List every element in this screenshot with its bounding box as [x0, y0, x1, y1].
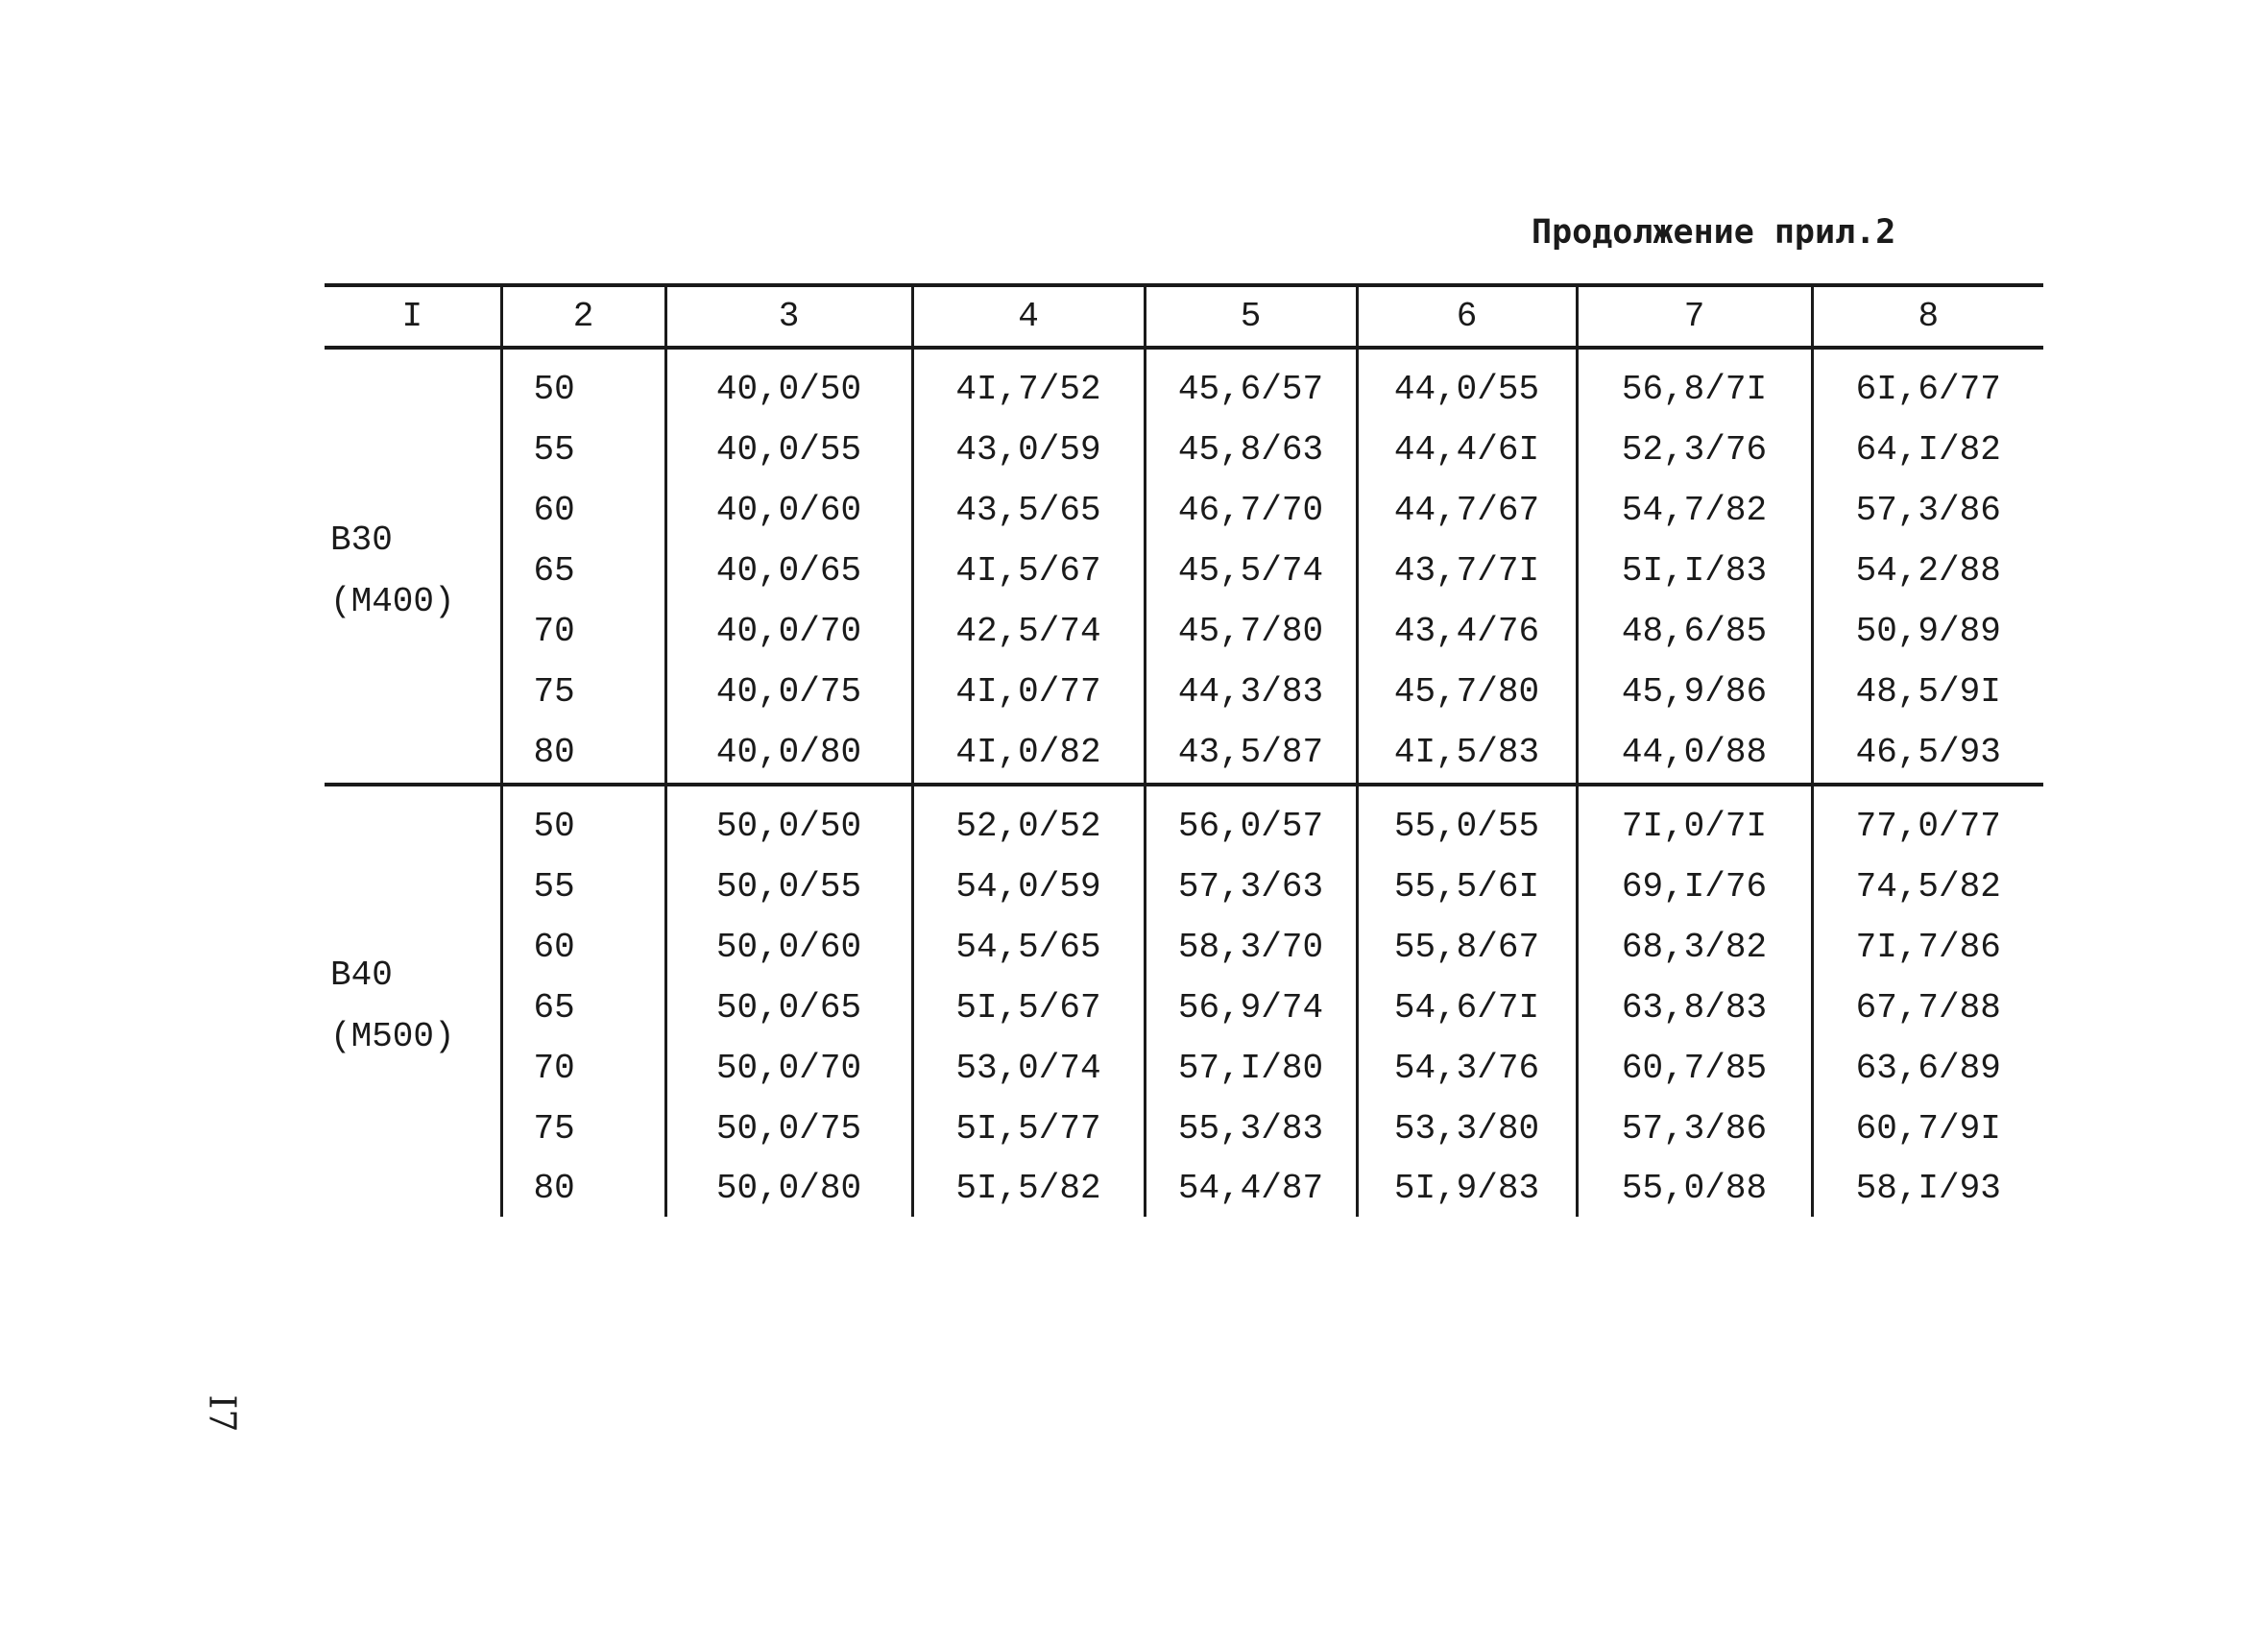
table-cell: 63,8/83	[1577, 978, 1812, 1038]
table-cell: 54,0/59	[912, 857, 1145, 917]
table-cell: 68,3/82	[1577, 917, 1812, 978]
table-cell: 74,5/82	[1812, 857, 2043, 917]
table-cell: 40,0/60	[665, 480, 912, 541]
table-cell: 44,0/88	[1577, 722, 1812, 785]
table-cell: 5I,5/67	[912, 978, 1145, 1038]
table-cell: 64,I/82	[1812, 420, 2043, 480]
table-cell: 43,5/65	[912, 480, 1145, 541]
table-cell: 50,0/65	[665, 978, 912, 1038]
table-cell: 57,3/63	[1145, 857, 1357, 917]
header-col-7: 7	[1577, 285, 1812, 348]
table-cell: 57,I/80	[1145, 1038, 1357, 1099]
table-cell: 75	[501, 1099, 665, 1159]
header-col-4: 4	[912, 285, 1145, 348]
table-cell: 45,6/57	[1145, 348, 1357, 420]
header-col-3: 3	[665, 285, 912, 348]
table-cell: 55,8/67	[1357, 917, 1577, 978]
table-cell: 65	[501, 978, 665, 1038]
table-cell: 40,0/50	[665, 348, 912, 420]
table-cell: 75	[501, 662, 665, 722]
grade-mark: (M400)	[330, 581, 455, 621]
table-cell: 5I,I/83	[1577, 541, 1812, 601]
table-cell: 4I,5/67	[912, 541, 1145, 601]
table-cell: 42,5/74	[912, 601, 1145, 662]
table-cell: 4I,7/52	[912, 348, 1145, 420]
table-cell: 6I,6/77	[1812, 348, 2043, 420]
table-cell: 50,0/75	[665, 1099, 912, 1159]
table-cell: 43,4/76	[1357, 601, 1577, 662]
table-cell: 4I,5/83	[1357, 722, 1577, 785]
header-col-2: 2	[501, 285, 665, 348]
table-cell: 58,I/93	[1812, 1159, 2043, 1217]
table-row	[325, 601, 2043, 662]
table-cell: 69,I/76	[1577, 857, 1812, 917]
table-cell: 55,5/6I	[1357, 857, 1577, 917]
table-cell: 45,7/80	[1357, 662, 1577, 722]
table-cell: 40,0/65	[665, 541, 912, 601]
table-cell: 77,0/77	[1812, 785, 2043, 857]
table-cell: 55,0/55	[1357, 785, 1577, 857]
header-col-6: 6	[1357, 285, 1577, 348]
table-cell: 56,9/74	[1145, 978, 1357, 1038]
table-cell: 44,4/6I	[1357, 420, 1577, 480]
table-cell: 45,5/74	[1145, 541, 1357, 601]
table-cell: 80	[501, 722, 665, 785]
table-cell: 63,6/89	[1812, 1038, 2043, 1099]
table-cell: 43,0/59	[912, 420, 1145, 480]
table-cell: 5I,9/83	[1357, 1159, 1577, 1217]
table-row	[325, 662, 2043, 722]
table-cell: 52,3/76	[1577, 420, 1812, 480]
grade-cell	[325, 348, 501, 785]
table-cell: 54,6/7I	[1357, 978, 1577, 1038]
table-cell: 5I,5/77	[912, 1099, 1145, 1159]
table-cell: 45,7/80	[1145, 601, 1357, 662]
grade-label: B30	[330, 520, 393, 560]
table-cell: 50,0/55	[665, 857, 912, 917]
table-cell: 40,0/70	[665, 601, 912, 662]
grade-mark: (M500)	[330, 1017, 455, 1056]
table-cell: 40,0/75	[665, 662, 912, 722]
table-row	[325, 1038, 2043, 1099]
header-col-8: 8	[1812, 285, 2043, 348]
header-col-1: I	[325, 285, 501, 348]
table-cell: 65	[501, 541, 665, 601]
table-row	[325, 541, 2043, 601]
table-cell: 57,3/86	[1812, 480, 2043, 541]
table-cell: 50,0/50	[665, 785, 912, 857]
table-row	[325, 978, 2043, 1038]
table-cell: 53,3/80	[1357, 1099, 1577, 1159]
table-cell: 50,0/60	[665, 917, 912, 978]
table-cell: 54,5/65	[912, 917, 1145, 978]
table-cell: 55,3/83	[1145, 1099, 1357, 1159]
table-cell: 50,9/89	[1812, 601, 2043, 662]
table-cell: 4I,0/77	[912, 662, 1145, 722]
header-col-5: 5	[1145, 285, 1357, 348]
grade-label: B40	[330, 956, 393, 995]
table-cell: 45,8/63	[1145, 420, 1357, 480]
table-cell: 50	[501, 348, 665, 420]
table-cell: 48,6/85	[1577, 601, 1812, 662]
table-cell: 50,0/80	[665, 1159, 912, 1217]
page-number: I7	[201, 1394, 244, 1433]
table-row	[325, 348, 2043, 420]
table-cell: 50,0/70	[665, 1038, 912, 1099]
table-cell: 7I,7/86	[1812, 917, 2043, 978]
table-row	[325, 480, 2043, 541]
table-cell: 54,7/82	[1577, 480, 1812, 541]
table-row	[325, 722, 2043, 785]
table-cell: 54,3/76	[1357, 1038, 1577, 1099]
table-cell: 40,0/80	[665, 722, 912, 785]
table-cell: 40,0/55	[665, 420, 912, 480]
table-cell: 56,8/7I	[1577, 348, 1812, 420]
table-cell: 56,0/57	[1145, 785, 1357, 857]
table-cell: 80	[501, 1159, 665, 1217]
table-cell: 53,0/74	[912, 1038, 1145, 1099]
table-cell: 54,2/88	[1812, 541, 2043, 601]
header-row	[325, 285, 2043, 348]
data-table	[325, 283, 2043, 1217]
table-caption: Продолжение прил.2	[1532, 213, 1896, 252]
table-row	[325, 785, 2043, 857]
table-cell: 60	[501, 480, 665, 541]
table-cell: 43,5/87	[1145, 722, 1357, 785]
table-cell: 52,0/52	[912, 785, 1145, 857]
group-b30	[325, 348, 2043, 785]
table-cell: 55	[501, 857, 665, 917]
table-cell: 60,7/85	[1577, 1038, 1812, 1099]
table-cell: 60,7/9I	[1812, 1099, 2043, 1159]
table-cell: 70	[501, 1038, 665, 1099]
table-cell: 67,7/88	[1812, 978, 2043, 1038]
table-row	[325, 917, 2043, 978]
table-cell: 57,3/86	[1577, 1099, 1812, 1159]
table-cell: 60	[501, 917, 665, 978]
table-cell: 48,5/9I	[1812, 662, 2043, 722]
table-cell: 44,7/67	[1357, 480, 1577, 541]
table-cell: 7I,0/7I	[1577, 785, 1812, 857]
table-cell: 44,0/55	[1357, 348, 1577, 420]
table-row	[325, 857, 2043, 917]
table-cell: 50	[501, 785, 665, 857]
table-cell: 45,9/86	[1577, 662, 1812, 722]
table-cell: 70	[501, 601, 665, 662]
table-row	[325, 420, 2043, 480]
table-cell: 44,3/83	[1145, 662, 1357, 722]
table-cell: 55	[501, 420, 665, 480]
table-row	[325, 1159, 2043, 1217]
table-cell: 58,3/70	[1145, 917, 1357, 978]
group-b40	[325, 785, 2043, 1217]
table-cell: 46,5/93	[1812, 722, 2043, 785]
grade-cell	[325, 785, 501, 1217]
table-cell: 54,4/87	[1145, 1159, 1357, 1217]
table-cell: 55,0/88	[1577, 1159, 1812, 1217]
table-row	[325, 1099, 2043, 1159]
table-cell: 4I,0/82	[912, 722, 1145, 785]
table-cell: 43,7/7I	[1357, 541, 1577, 601]
table-cell: 5I,5/82	[912, 1159, 1145, 1217]
table-cell: 46,7/70	[1145, 480, 1357, 541]
